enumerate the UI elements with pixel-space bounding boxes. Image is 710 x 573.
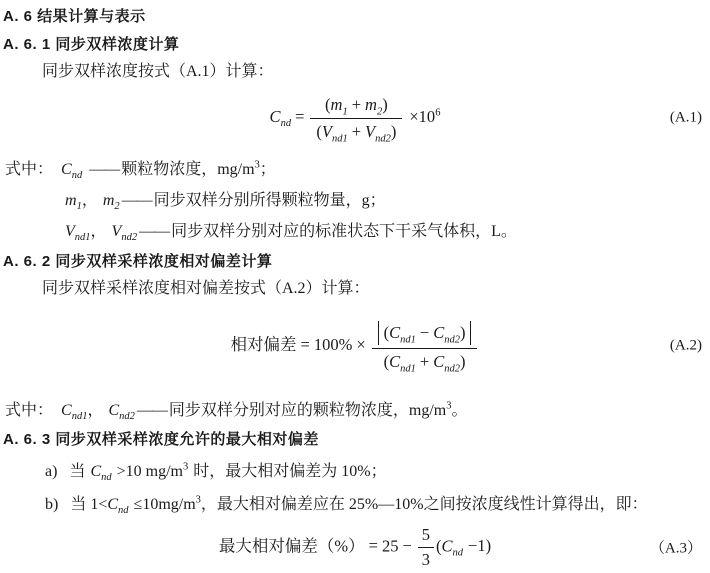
cubed-sup: 3 (446, 400, 452, 412)
paren: ) (459, 352, 466, 371)
punctuation: ； (259, 161, 276, 178)
formula-a1 (269, 94, 441, 145)
em-dash: —— (139, 223, 170, 240)
paren: ) (459, 323, 466, 342)
var-vnd2: V (111, 223, 122, 240)
var-cnd: C (61, 161, 72, 178)
var-cnd-sub: nd (280, 118, 292, 130)
paren: ) (382, 95, 388, 114)
formula-a3-tail: −1) (468, 535, 492, 555)
equation-number-a1: (A.1) (669, 109, 702, 126)
definition-text: 同步双样分别对应的颗粒物浓度，mg/m (168, 402, 447, 419)
heading-a6-2: A. 6. 2 同步双样采样浓度相对偏差计算 (3, 253, 273, 270)
list-item-b (0, 492, 710, 518)
numerator-a2 (372, 320, 478, 349)
var-cnd1-sub: nd1 (400, 363, 416, 375)
list-item-a (0, 458, 710, 486)
exponent-six: 6 (435, 107, 441, 119)
minus-sign: − (419, 323, 430, 342)
paragraph-a62-intro: 同步双样采样浓度相对偏差按式（A.2）计算： (42, 280, 370, 297)
denominator-a1 (310, 119, 402, 145)
plus-sign: + (419, 352, 430, 371)
em-dash: —— (136, 402, 167, 419)
coefficient: 100% (313, 334, 353, 354)
var-cnd-sub: nd (71, 170, 83, 182)
var-cnd2-sub: nd2 (119, 411, 135, 423)
var-cnd: C (269, 106, 281, 126)
var-cnd: C (90, 463, 102, 480)
fraction-a1 (310, 94, 402, 145)
item-a-pre: 当 (69, 463, 86, 480)
var-cnd1: C (389, 352, 401, 371)
var-vnd1-sub: nd1 (74, 232, 91, 244)
punctuation: 。 (451, 402, 468, 419)
em-dash: —— (121, 192, 152, 209)
numerator-a1 (310, 94, 402, 119)
item-a-marker: a) (45, 463, 58, 480)
definition-text: 同步双样分别所得颗粒物量，g； (153, 192, 386, 209)
where-prefix: 式中： (5, 402, 54, 419)
definition-text: 同步双样分别对应的标准状态下干采气体积，L。 (171, 223, 517, 240)
item-b-pre: 当 1< (70, 496, 108, 513)
item-b-marker: b) (45, 496, 59, 513)
var-m1: m (330, 95, 343, 114)
definition-text: 颗粒物浓度，mg/m (121, 161, 255, 178)
times-sign: × (356, 334, 366, 354)
where-a1-line3 (0, 216, 710, 247)
minus-sign: − (402, 535, 412, 555)
heading-a6: A. 6 结果计算与表示 (3, 8, 146, 25)
item-b-condition: ≤10mg/m (133, 496, 196, 513)
var-vnd2: V (365, 122, 376, 141)
max-relative-deviation-label: 最大相对偏差（%） (218, 535, 365, 555)
comma: ， (81, 192, 98, 209)
fraction-a3 (418, 525, 434, 570)
plus-sign: + (351, 95, 362, 114)
cubed-sup: 3 (182, 461, 189, 473)
paren: ( (316, 122, 322, 141)
comma: ， (90, 223, 107, 240)
var-cnd: C (107, 496, 119, 513)
numerator-a3: 5 (418, 525, 434, 548)
paragraph-a61-intro: 同步双样浓度按式（A.1）计算： (42, 63, 274, 80)
var-cnd2-sub: nd2 (444, 334, 460, 346)
var-vnd1-sub: nd1 (331, 133, 348, 145)
var-cnd-sub: nd (452, 547, 464, 559)
denominator-a2 (372, 349, 478, 375)
var-vnd2-sub: nd2 (121, 232, 138, 244)
cubed-sup: 3 (195, 494, 201, 506)
equation-number-a3: （A.3） (649, 540, 702, 557)
var-cnd2-sub: nd2 (444, 363, 460, 375)
where-a1-line2 (0, 185, 710, 216)
var-cnd: C (441, 535, 453, 555)
em-dash: —— (89, 161, 120, 178)
equals-sign: = (300, 334, 310, 354)
item-a-condition: >10 mg/m (116, 463, 183, 480)
var-cnd2: C (433, 352, 445, 371)
equals-sign: = (368, 535, 378, 555)
var-m1-sub: 1 (76, 201, 82, 213)
item-a-text: 时，最大相对偏差为 10%； (193, 463, 387, 480)
equals-sign: = (295, 106, 305, 126)
formula-a3-row (0, 522, 710, 572)
var-vnd1: V (321, 122, 332, 141)
var-m2: m (102, 192, 115, 209)
var-cnd1-sub: nd1 (400, 334, 416, 346)
var-cnd1-sub: nd1 (71, 411, 88, 423)
formula-a3 (219, 525, 491, 570)
var-cnd-sub: nd (101, 472, 112, 484)
equation-number-a2: (A.2) (669, 337, 702, 354)
comma: ， (87, 402, 104, 419)
absolute-value (378, 321, 472, 345)
var-cnd-sub: nd (118, 505, 129, 517)
var-vnd2-sub: nd2 (375, 133, 391, 145)
item-b-text: ，最大相对偏差应在 25%—10%之间按浓度线性计算得出，即： (200, 496, 648, 513)
var-cnd2: C (433, 323, 445, 342)
paren: ( (436, 535, 442, 555)
where-prefix: 式中： (5, 161, 54, 178)
paren: ( (383, 352, 390, 371)
times-ten: ×10 (409, 106, 436, 126)
constant-25: 25 (381, 535, 399, 555)
paren: ( (383, 323, 390, 342)
heading-a6-3: A. 6. 3 同步双样采样浓度允许的最大相对偏差 (3, 431, 319, 448)
var-m2: m (365, 95, 377, 114)
relative-deviation-label: 相对偏差 (230, 334, 297, 354)
var-vnd1: V (65, 223, 75, 240)
heading-a6-1: A. 6. 1 同步双样浓度计算 (3, 36, 180, 53)
paren: ( (325, 95, 331, 114)
denominator-a3: 3 (421, 549, 431, 569)
where-a1-line1 (0, 154, 710, 185)
var-cnd2: C (108, 402, 120, 419)
formula-a2-row (0, 302, 710, 390)
var-m2-sub: 2 (376, 106, 383, 118)
formula-a2 (230, 320, 480, 375)
where-a2-line (0, 398, 710, 424)
var-cnd1: C (61, 402, 72, 419)
var-m1-sub: 1 (342, 106, 348, 118)
fraction-a2 (372, 320, 478, 375)
var-m1: m (65, 192, 77, 209)
cubed-sup: 3 (254, 159, 260, 171)
var-m2-sub: 2 (114, 201, 120, 213)
var-cnd1: C (389, 323, 401, 342)
paren: ) (390, 122, 397, 141)
formula-a1-row (0, 87, 710, 149)
plus-sign: + (351, 122, 362, 141)
